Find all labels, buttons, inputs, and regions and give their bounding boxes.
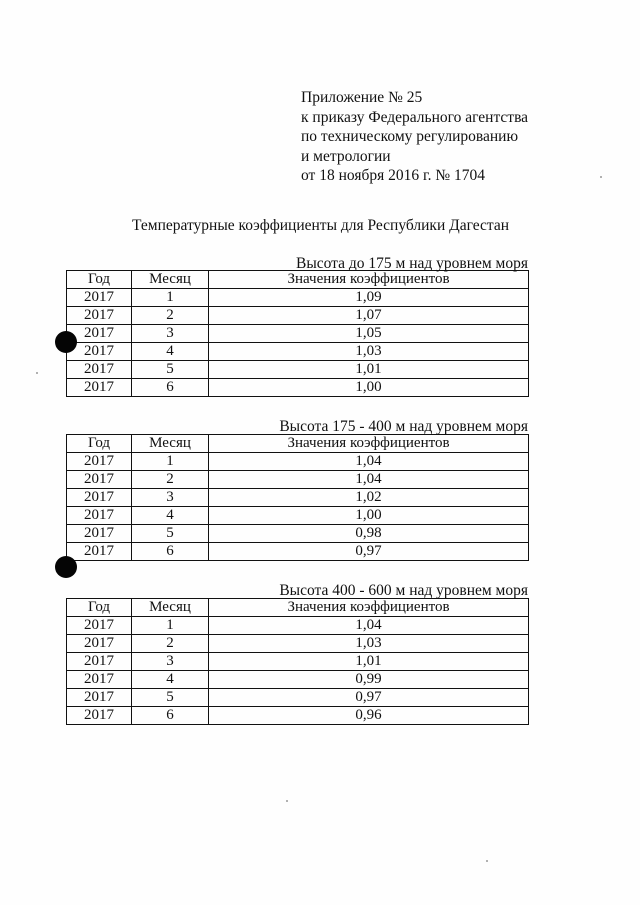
cell-month: 4 (132, 671, 209, 689)
cell-year: 2017 (67, 343, 132, 361)
cell-year: 2017 (67, 617, 132, 635)
punch-hole-mark (55, 556, 77, 578)
cell-value: 1,04 (209, 453, 529, 471)
punch-hole-mark (55, 331, 77, 353)
cell-year: 2017 (67, 361, 132, 379)
annex-line: и метрологии (301, 147, 391, 165)
table-row (67, 635, 529, 653)
annex-line: от 18 ноября 2016 г. № 1704 (301, 167, 485, 184)
cell-month: 1 (132, 289, 209, 307)
cell-month: 1 (132, 617, 209, 635)
scan-speck (600, 176, 602, 178)
table-row (67, 543, 529, 561)
cell-year: 2017 (67, 289, 132, 307)
cell-value: 1,03 (209, 635, 529, 653)
column-header-value: Значения коэффициентов (209, 271, 529, 289)
cell-value: 1,00 (209, 507, 529, 525)
cell-value: 1,09 (209, 289, 529, 307)
cell-month: 5 (132, 689, 209, 707)
cell-value: 1,05 (209, 325, 529, 343)
cell-month: 6 (132, 707, 209, 725)
cell-month: 3 (132, 325, 209, 343)
cell-month: 1 (132, 453, 209, 471)
cell-month: 5 (132, 525, 209, 543)
document-title: Температурные коэффициенты для Республики Дагестан (132, 217, 510, 234)
cell-value: 1,07 (209, 307, 529, 325)
annex-line: Приложение № 25 (301, 89, 423, 106)
cell-year: 2017 (67, 471, 132, 489)
cell-value: 1,03 (209, 343, 529, 361)
cell-month: 2 (132, 635, 209, 653)
cell-value: 1,02 (209, 489, 529, 507)
table-row (67, 453, 529, 471)
table-row (67, 707, 529, 725)
cell-value: 1,00 (209, 379, 529, 397)
annex-line: по техническому регулированию (301, 128, 519, 145)
table-row (67, 361, 529, 379)
table-row (67, 289, 529, 307)
cell-month: 2 (132, 307, 209, 325)
table-row (67, 379, 529, 397)
column-header-value: Значения коэффициентов (209, 435, 529, 453)
column-header-value: Значения коэффициентов (209, 599, 529, 617)
table-row (67, 471, 529, 489)
cell-value: 0,99 (209, 671, 529, 689)
scan-speck (36, 372, 38, 374)
cell-value: 0,97 (209, 543, 529, 561)
cell-month: 2 (132, 471, 209, 489)
cell-year: 2017 (67, 671, 132, 689)
table-row (67, 671, 529, 689)
cell-value: 1,01 (209, 361, 529, 379)
cell-year: 2017 (67, 307, 132, 325)
cell-year: 2017 (67, 653, 132, 671)
table-row (67, 325, 529, 343)
table-header-row (67, 599, 529, 617)
scan-speck (486, 860, 488, 862)
column-header-year: Год (67, 599, 132, 617)
cell-value: 0,98 (209, 525, 529, 543)
annex-header (301, 88, 528, 186)
table-header-row (67, 271, 529, 289)
table-header-row (67, 435, 529, 453)
cell-month: 4 (132, 343, 209, 361)
annex-line: к приказу Федерального агентства (301, 108, 529, 126)
cell-month: 3 (132, 489, 209, 507)
table-row (67, 343, 529, 361)
coefficients-table (66, 598, 529, 725)
coefficients-table (66, 270, 529, 397)
table-row (67, 617, 529, 635)
cell-year: 2017 (67, 543, 132, 561)
cell-month: 4 (132, 507, 209, 525)
table-row (67, 525, 529, 543)
cell-month: 6 (132, 379, 209, 397)
cell-year: 2017 (67, 453, 132, 471)
cell-year: 2017 (67, 635, 132, 653)
cell-year: 2017 (67, 379, 132, 397)
section-caption: Высота 400 - 600 м над уровнем моря (279, 582, 528, 599)
table-row (67, 307, 529, 325)
column-header-month: Месяц (132, 435, 209, 453)
cell-value: 1,01 (209, 653, 529, 671)
cell-year: 2017 (67, 325, 132, 343)
cell-year: 2017 (67, 489, 132, 507)
cell-year: 2017 (67, 525, 132, 543)
column-header-year: Год (67, 271, 132, 289)
cell-value: 1,04 (209, 471, 529, 489)
table-row (67, 489, 529, 507)
section-caption: Высота до 175 м над уровнем моря (295, 255, 528, 272)
cell-month: 5 (132, 361, 209, 379)
cell-month: 6 (132, 543, 209, 561)
column-header-month: Месяц (132, 599, 209, 617)
column-header-year: Год (67, 435, 132, 453)
table-row (67, 689, 529, 707)
cell-year: 2017 (67, 707, 132, 725)
cell-month: 3 (132, 653, 209, 671)
scan-speck (286, 800, 288, 802)
coefficients-table (66, 434, 529, 561)
cell-value: 0,96 (209, 707, 529, 725)
cell-year: 2017 (67, 689, 132, 707)
cell-year: 2017 (67, 507, 132, 525)
table-row (67, 653, 529, 671)
table-row (67, 507, 529, 525)
column-header-month: Месяц (132, 271, 209, 289)
cell-value: 1,04 (209, 617, 529, 635)
section-caption: Высота 175 - 400 м над уровнем моря (279, 418, 528, 435)
cell-value: 0,97 (209, 689, 529, 707)
